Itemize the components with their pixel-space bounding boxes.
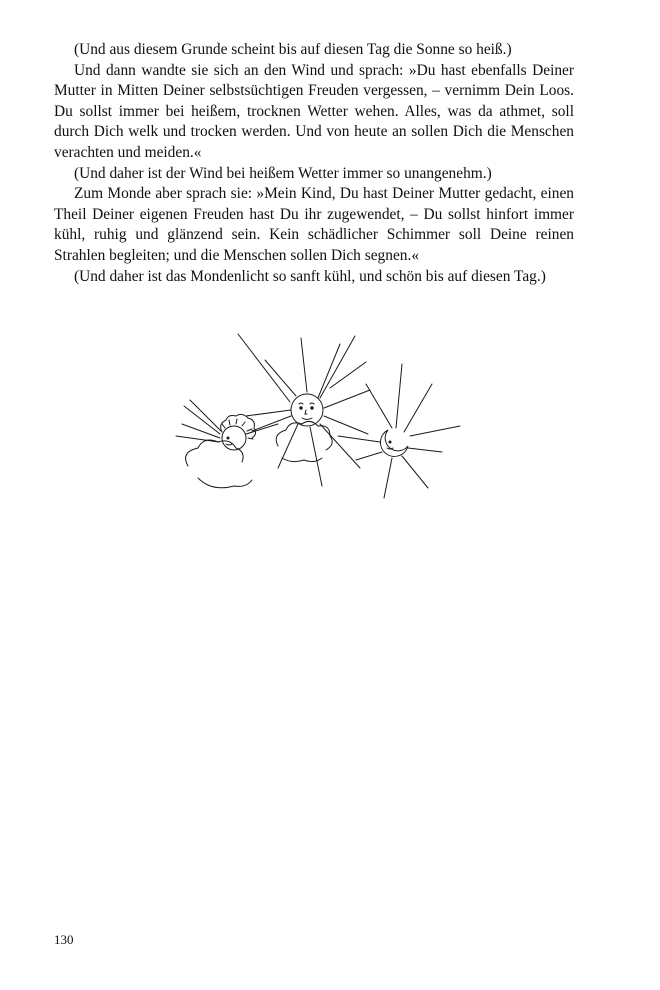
moon-icon — [338, 364, 460, 498]
paragraph-moon-blessing: Zum Monde aber sprach sie: »Mein Kind, Du hast Deiner Mutter gedacht, einen Theil Deiner eigenen Freuden hast Du ihr zugewendet, – Du sollst hinfort immer kühl, ruhig und glänzend sein. Kein schädlicher Schimmer soll Deine reinen Strahlen begleiten; und die Menschen sollen Dich segnen.« — [54, 185, 574, 264]
body-text — [54, 40, 574, 287]
sun-wind-moon-drawing-icon — [170, 328, 470, 503]
sun-icon — [238, 334, 370, 486]
paragraph-wind-curse: Und dann wandte sie sich an den Wind und sprach: »Du hast ebenfalls Deiner Mutter in Mitten Deiner selbstsüchtigen Freuden vergessen, – vernimm Dein Loos. Du sollst immer bei heißem, trocknen Wetter wehen. Alles, was da athmet, soll durch Dich welk und trocken werden. Und von heute an sollen Dich die Menschen verachten und meiden.« — [54, 61, 574, 161]
page-number: 130 — [54, 932, 74, 947]
paragraph-wind-unpleasant: (Und daher ist der Wind bei heißem Wetter immer so unangenehm.) — [74, 164, 492, 182]
wind-head-icon — [176, 400, 278, 450]
paragraph-sun-heat: (Und aus diesem Grunde scheint bis auf diesen Tag die Sonne so heiß.) — [74, 41, 512, 58]
paragraph-moonlight-gentle: (Und daher ist das Mondenlicht so sanft kühl, und schön bis auf diesen Tag.) — [74, 267, 546, 285]
